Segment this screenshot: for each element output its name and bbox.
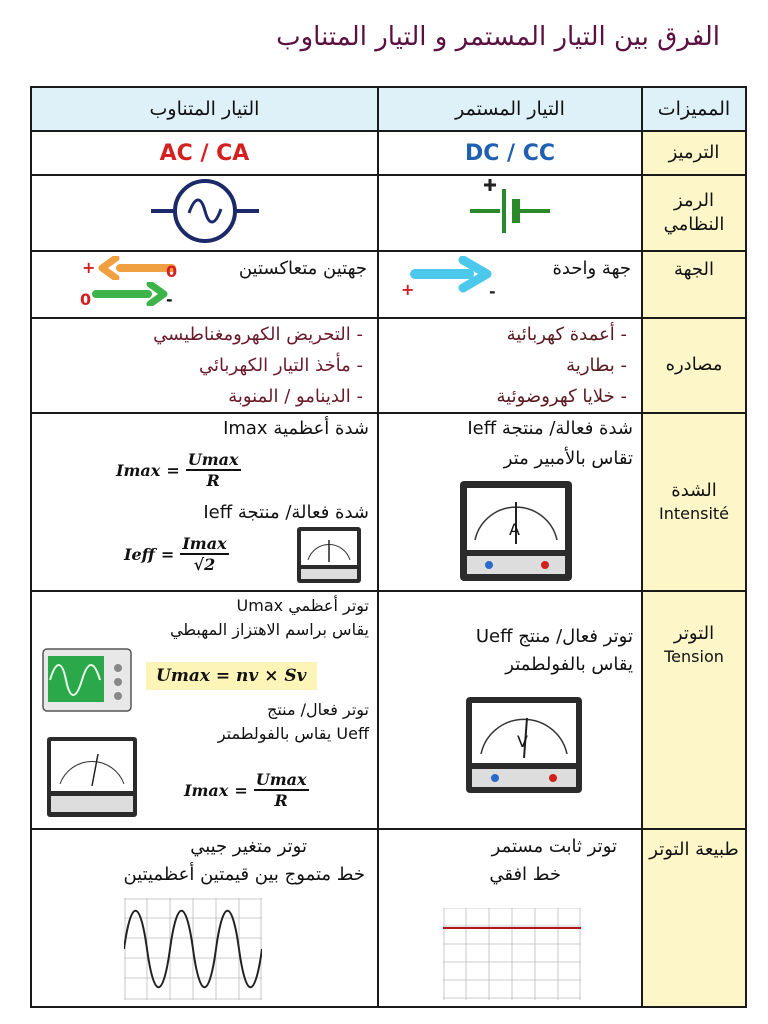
ammeter-icon bbox=[459, 480, 573, 586]
voltmeter-icon bbox=[465, 696, 583, 798]
dc-tension-line2: يقاس بالفولطمتر bbox=[505, 654, 633, 675]
feature-notation: الترميز bbox=[642, 131, 746, 175]
comparison-table bbox=[30, 86, 747, 1008]
ac-notation: AC / CA bbox=[159, 140, 250, 166]
feature-sources: مصادره bbox=[642, 318, 746, 413]
dc-battery-symbol-icon bbox=[450, 179, 570, 243]
formula-ieff: Ieff = $\frac{Imax}{√2}$ bbox=[124, 534, 227, 574]
ac-nature-line1: توتر متغير جيبي bbox=[190, 836, 307, 857]
ac-tension-line4: Ueff يقاس بالفولطمتر bbox=[217, 724, 369, 743]
ac-zero-top: 0 bbox=[166, 262, 178, 281]
row-tension bbox=[31, 591, 746, 829]
formula-umax: Umax = nv × Sv bbox=[146, 662, 317, 690]
dc-intensity-line1: شدة فعالة/ منتجة Ieff bbox=[467, 418, 633, 439]
list-item: - التحريض الكهرومغناطيسي bbox=[32, 319, 363, 350]
feature-intensity-fr: Intensité bbox=[658, 504, 729, 524]
row-notation bbox=[31, 131, 746, 175]
feature-symbol: الرمز النظامي bbox=[642, 175, 746, 251]
formula-imax: Imax = $\frac{Umax}{R}$ bbox=[116, 450, 239, 490]
ac-source-symbol-icon bbox=[145, 176, 265, 246]
ac-minus-sign: - bbox=[166, 290, 173, 309]
ac-direction-text: جهتين متعاكستين bbox=[238, 258, 367, 279]
ac-arrow-left-icon bbox=[96, 256, 176, 280]
dc-sources-list bbox=[379, 319, 641, 412]
dc-tension-line1: توتر فعال/ منتج Ueff bbox=[475, 626, 633, 647]
feature-intensity: الشدة bbox=[671, 480, 717, 502]
header-ac: التيار المتناوب bbox=[31, 87, 378, 131]
row-sources bbox=[31, 318, 746, 413]
header-features: المميزات bbox=[642, 87, 746, 131]
dc-notation: DC / CC bbox=[464, 140, 556, 166]
row-nature bbox=[31, 829, 746, 1007]
header-dc: التيار المستمر bbox=[378, 87, 642, 131]
list-item: - بطارية bbox=[379, 350, 627, 381]
row-symbol bbox=[31, 175, 746, 251]
ac-intensity-line1: شدة أعظمية Imax bbox=[223, 418, 369, 439]
ac-sources-list bbox=[32, 319, 377, 412]
ac-tension-line3: توتر فعال/ منتج bbox=[267, 700, 369, 719]
dc-arrow-icon bbox=[407, 256, 497, 296]
dc-plus-sign: + bbox=[401, 280, 415, 299]
ac-plus-sign: + bbox=[82, 258, 96, 277]
ac-zero-bottom: 0 bbox=[80, 290, 92, 309]
dc-intensity-line2: تقاس بالأمبير متر bbox=[503, 448, 633, 469]
ac-tension-line1: توتر أعظمي Umax bbox=[236, 596, 369, 615]
dc-minus-sign: - bbox=[489, 282, 496, 301]
ac-arrow-right-icon bbox=[92, 282, 172, 306]
page-title: الفرق بين التيار المستمر و التيار المتناوب bbox=[276, 22, 720, 52]
list-item: - خلايا كهروضوئية bbox=[379, 381, 627, 412]
ac-nature-line2: خط متموج بين قيمتين أعظميتين bbox=[123, 864, 365, 885]
list-item: - الدينامو / المنوبة bbox=[32, 381, 363, 412]
dc-nature-line1: توتر ثابت مستمر bbox=[491, 836, 617, 857]
list-item: - مأخذ التيار الكهربائي bbox=[32, 350, 363, 381]
header-row bbox=[31, 87, 746, 131]
ac-intensity-line2: شدة فعالة/ منتجة Ieff bbox=[203, 502, 369, 523]
oscilloscope-icon bbox=[42, 648, 132, 716]
small-voltmeter-icon bbox=[46, 736, 138, 822]
voltmeter-letter: V bbox=[517, 732, 528, 751]
small-ammeter-icon bbox=[296, 526, 362, 588]
row-direction bbox=[31, 251, 746, 318]
ammeter-letter: A bbox=[509, 520, 520, 539]
formula-imax-2: Imax = $\frac{Umax}{R}$ bbox=[184, 770, 307, 810]
ac-tension-line2: يقاس براسم الاهتزاز المهبطي bbox=[169, 620, 369, 639]
feature-direction: الجهة bbox=[642, 251, 746, 318]
dc-graph-icon bbox=[443, 908, 581, 1000]
ac-graph-icon bbox=[124, 898, 262, 1000]
row-intensity bbox=[31, 413, 746, 591]
feature-tension-fr: Tension bbox=[664, 647, 724, 667]
feature-nature: طبيعة التوتر bbox=[642, 829, 746, 1007]
dc-direction-text: جهة واحدة bbox=[552, 258, 631, 279]
list-item: - أعمدة كهربائية bbox=[379, 319, 627, 350]
feature-tension: التوتر bbox=[673, 623, 715, 644]
dc-nature-line2: خط افقي bbox=[489, 864, 561, 885]
